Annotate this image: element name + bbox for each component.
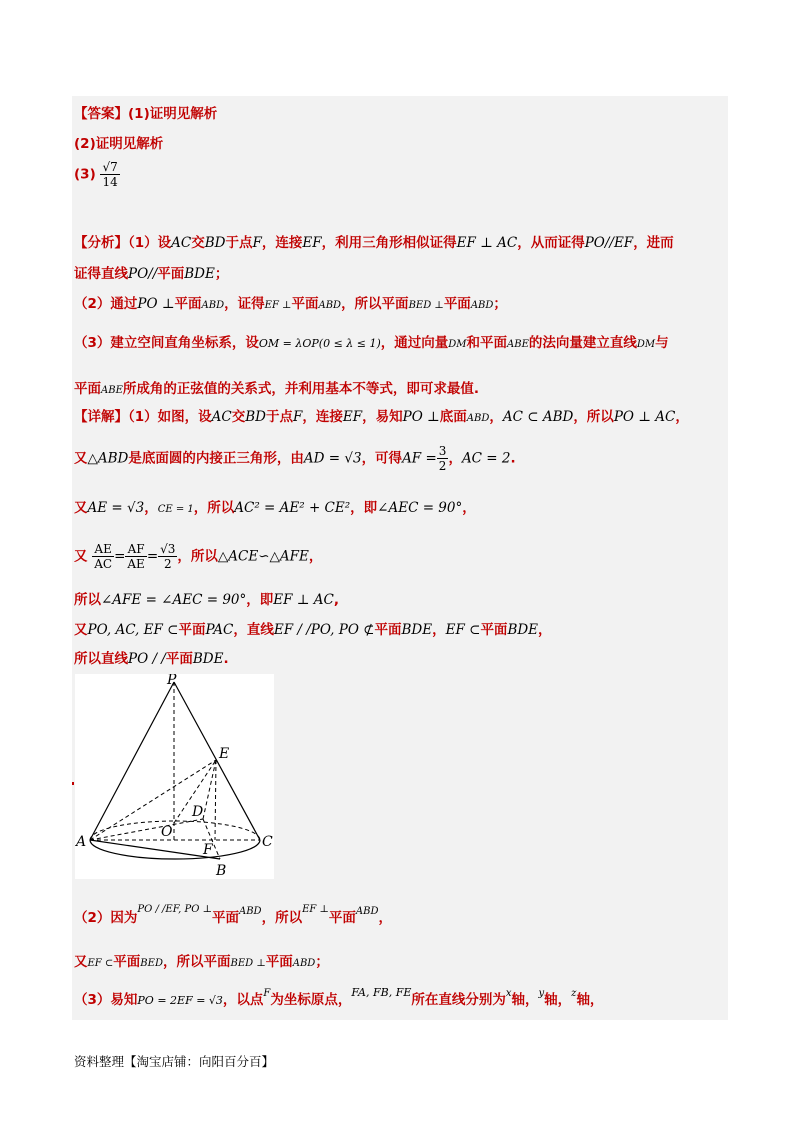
analysis-line-2: 证得直线PO//平面BDE； bbox=[74, 266, 229, 282]
label-A: A bbox=[76, 834, 87, 850]
detail-line-1: 【详解】（1）如图，设AC交BD于点F，连接EF，易知PO ⊥底面ABD，AC ⊂ ABD，所以PO ⊥ AC， bbox=[74, 409, 689, 425]
part2-line-2: 又EF ⊂平面BED，所以平面BED ⊥平面ABD； bbox=[74, 954, 329, 970]
analysis-line-1: 【分析】（1）设AC交BD于点F，连接EF，利用三角形相似证得EF ⊥ AC，从而证得PO//EF，进而 bbox=[74, 235, 674, 251]
label-D: D bbox=[192, 804, 204, 820]
part2-line-1: （2）因为$^{PO / /EF, PO \perp}$平面$^{ABD}$，所以$^{EF \perp}$平面$^{ABD}$， bbox=[74, 904, 392, 926]
detail-line-5: 所以∠AFE = ∠AEC = 90°，即EF ⊥ AC, bbox=[74, 592, 339, 608]
base-front-arc bbox=[90, 840, 260, 859]
af-ae-fraction: $\frac{AF}{AE}$ bbox=[127, 542, 145, 571]
cone-figure bbox=[75, 674, 274, 879]
edge-PC bbox=[174, 682, 260, 840]
analysis-line-5: 平面ABE所成角的正弦值的关系式，并利用基本不等式，即可求最值. bbox=[74, 381, 480, 397]
answer-line-3: (3) $\frac{√7}{14}$ bbox=[74, 160, 118, 189]
detail-line-4: 又 $\frac{AE}{AC}$ = $\frac{AF}{AE}$ = $\frac{√3}{2}$ ，所以△ACE∽△AFE， bbox=[74, 542, 323, 571]
sqrt3-half-fraction: $\frac{√3}{2}$ bbox=[160, 542, 176, 571]
part3-line-1: （3）易知PO = 2EF = √3，以点$^F$为坐标原点，$^{FA, FB, FE}$所在直线分别为$^x$轴，$^y$轴，$^z$轴， bbox=[74, 986, 604, 1008]
detail-line-6: 又PO, AC, EF ⊂平面PAC，直线EF / /PO, PO ⊄平面BDE，EF ⊂平面BDE， bbox=[74, 622, 552, 638]
footer-source: 资料整理【淘宝店铺：向阳百分百】 bbox=[74, 1054, 275, 1069]
ae-ac-fraction: $\frac{AE}{AC}$ bbox=[94, 542, 113, 571]
edge-AB bbox=[90, 840, 220, 859]
stray-mark bbox=[72, 782, 74, 785]
label-O: O bbox=[161, 824, 173, 840]
label-F: F bbox=[203, 842, 213, 858]
label-C: C bbox=[262, 834, 273, 850]
answer-line-1: 【答案】(1)证明见解析 bbox=[74, 106, 218, 122]
segment-EF bbox=[215, 760, 216, 840]
answer-fraction: $\frac{√7}{14}$ bbox=[102, 160, 118, 189]
detail-line-3: 又AE = √3，CE = 1，所以AC² = AE² + CE²，即∠AEC = 90°， bbox=[74, 500, 476, 516]
answer-line-2: (2)证明见解析 bbox=[74, 136, 164, 152]
detail-line-2: 又△ABD是底面圆的内接正三角形，由AD = √3，可得AF = $\frac{3}{2}$ ，AC = 2. bbox=[74, 444, 516, 473]
cone-diagram bbox=[75, 674, 274, 879]
edge-PA bbox=[90, 682, 174, 840]
label-E: E bbox=[219, 746, 230, 762]
label-B: B bbox=[216, 863, 227, 879]
af-fraction: $\frac{3}{2}$ bbox=[438, 444, 447, 473]
segment-AD bbox=[90, 819, 203, 840]
analysis-line-3: （2）通过PO ⊥平面ABD，证得EF ⊥平面ABD，所以平面BED ⊥平面ABD； bbox=[74, 296, 507, 312]
analysis-line-4: （3）建立空间直角坐标系，设OM = λOP(0 ≤ λ ≤ 1)，通过向量DM和平面ABE的法向量建立直线DM与 bbox=[74, 335, 669, 351]
label-P: P bbox=[167, 674, 177, 688]
detail-line-7: 所以直线PO / /平面BDE. bbox=[74, 651, 229, 667]
